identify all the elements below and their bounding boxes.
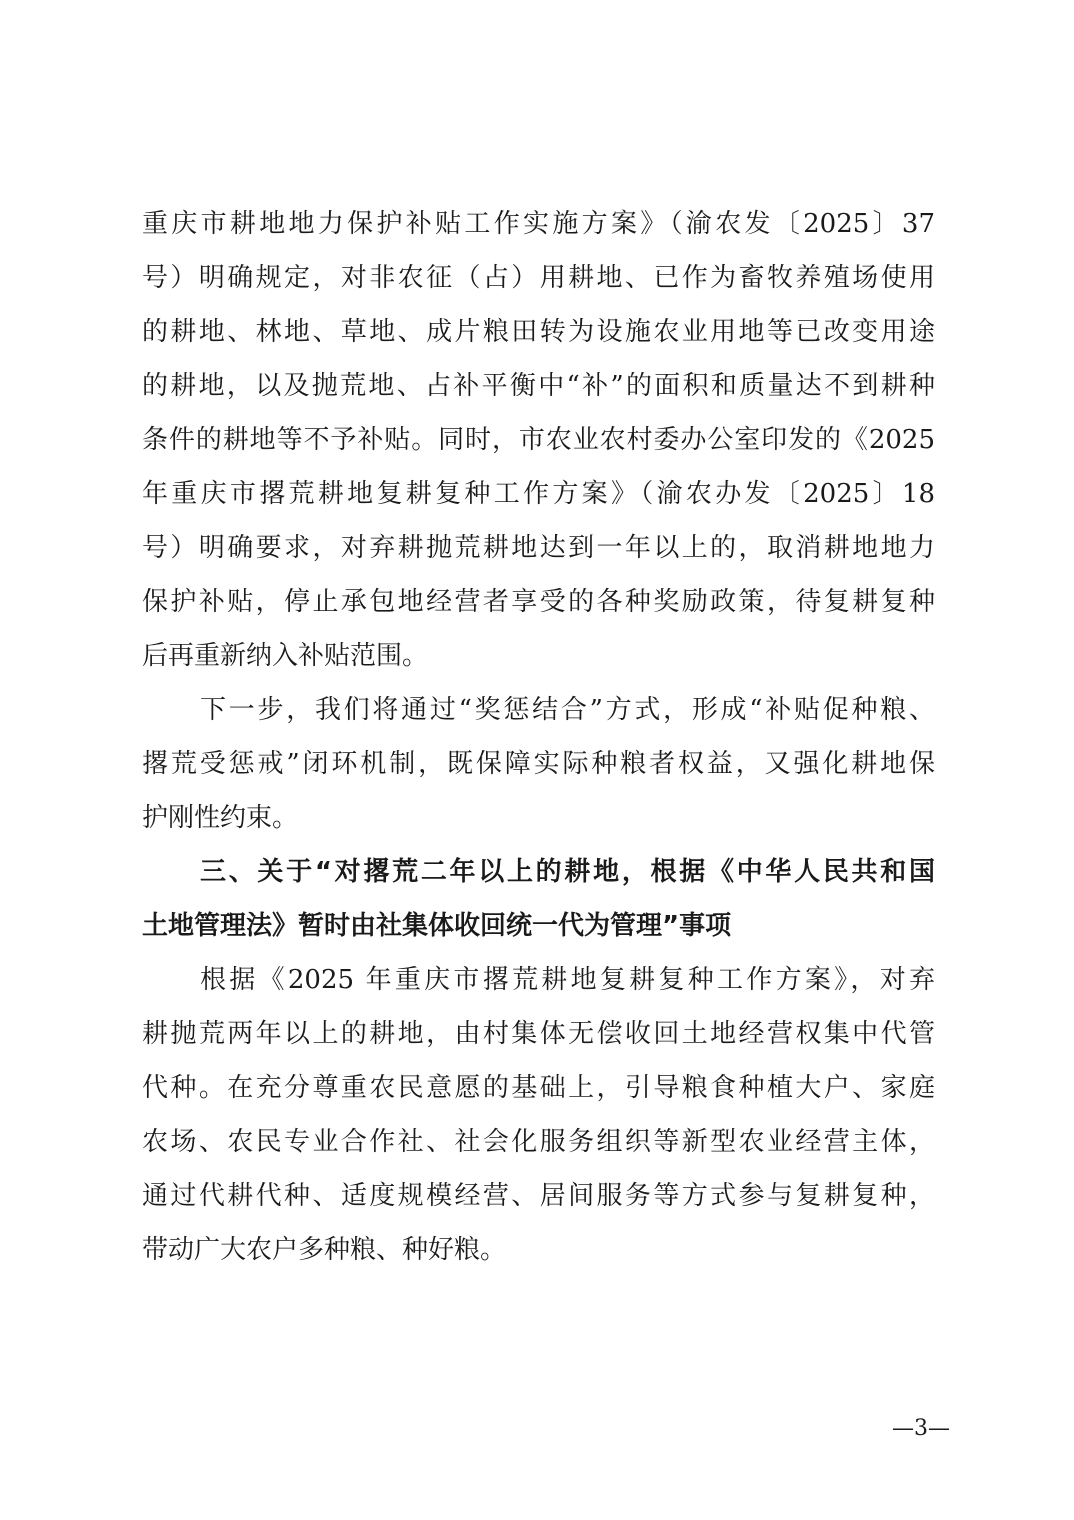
page-number: —3— (892, 1416, 950, 1441)
paragraph-1-line-6: 年重庆市撂荒耕地复耕复种工作方案》（渝农办发〔2025〕18 (142, 479, 935, 509)
paragraph-1-line-7: 号）明确要求，对弃耕抛荒耕地达到一年以上的，取消耕地地力 (142, 533, 935, 563)
paragraph-1-line-4: 的耕地，以及抛荒地、占补平衡中“补”的面积和质量达不到耕种 (142, 371, 935, 401)
section-3-heading-line-2: 土地管理法》暂时由社集体收回统一代为管理”事项 (142, 911, 732, 941)
paragraph-3-line-2: 耕抛荒两年以上的耕地，由村集体无偿收回土地经营权集中代管 (142, 1019, 935, 1049)
paragraph-1-line-3: 的耕地、林地、草地、成片粮田转为设施农业用地等已改变用途 (142, 317, 935, 347)
paragraph-3-line-6: 带动广大农户多种粮、种好粮。 (142, 1235, 507, 1265)
paragraph-3-line-5: 通过代耕代种、适度规模经营、居间服务等方式参与复耕复种， (142, 1181, 935, 1211)
paragraph-2-line-3: 护刚性约束。 (142, 803, 299, 833)
section-3-heading-line-1: 三、关于“对撂荒二年以上的耕地，根据《中华人民共和国 (200, 857, 935, 887)
paragraph-3-line-3: 代种。在充分尊重农民意愿的基础上，引导粮食种植大户、家庭 (142, 1073, 935, 1103)
paragraph-1-line-2: 号）明确规定，对非农征（占）用耕地、已作为畜牧养殖场使用 (142, 263, 935, 293)
paragraph-1-line-8: 保护补贴，停止承包地经营者享受的各种奖励政策，待复耕复种 (142, 587, 935, 617)
paragraph-3-line-1: 根据《2025 年重庆市撂荒耕地复耕复种工作方案》，对弃 (200, 965, 935, 995)
paragraph-2-line-1: 下一步，我们将通过“奖惩结合”方式，形成“补贴促种粮、 (200, 695, 935, 725)
paragraph-1-line-5: 条件的耕地等不予补贴。同时，市农业农村委办公室印发的《2025 (142, 425, 935, 455)
paragraph-1-line-9: 后再重新纳入补贴范围。 (142, 641, 429, 671)
paragraph-2-line-2: 撂荒受惩戒”闭环机制，既保障实际种粮者权益，又强化耕地保 (142, 749, 935, 779)
paragraph-3-line-4: 农场、农民专业合作社、社会化服务组织等新型农业经营主体， (142, 1127, 935, 1157)
paragraph-1-line-1: 重庆市耕地地力保护补贴工作实施方案》（渝农发〔2025〕37 (142, 209, 935, 239)
